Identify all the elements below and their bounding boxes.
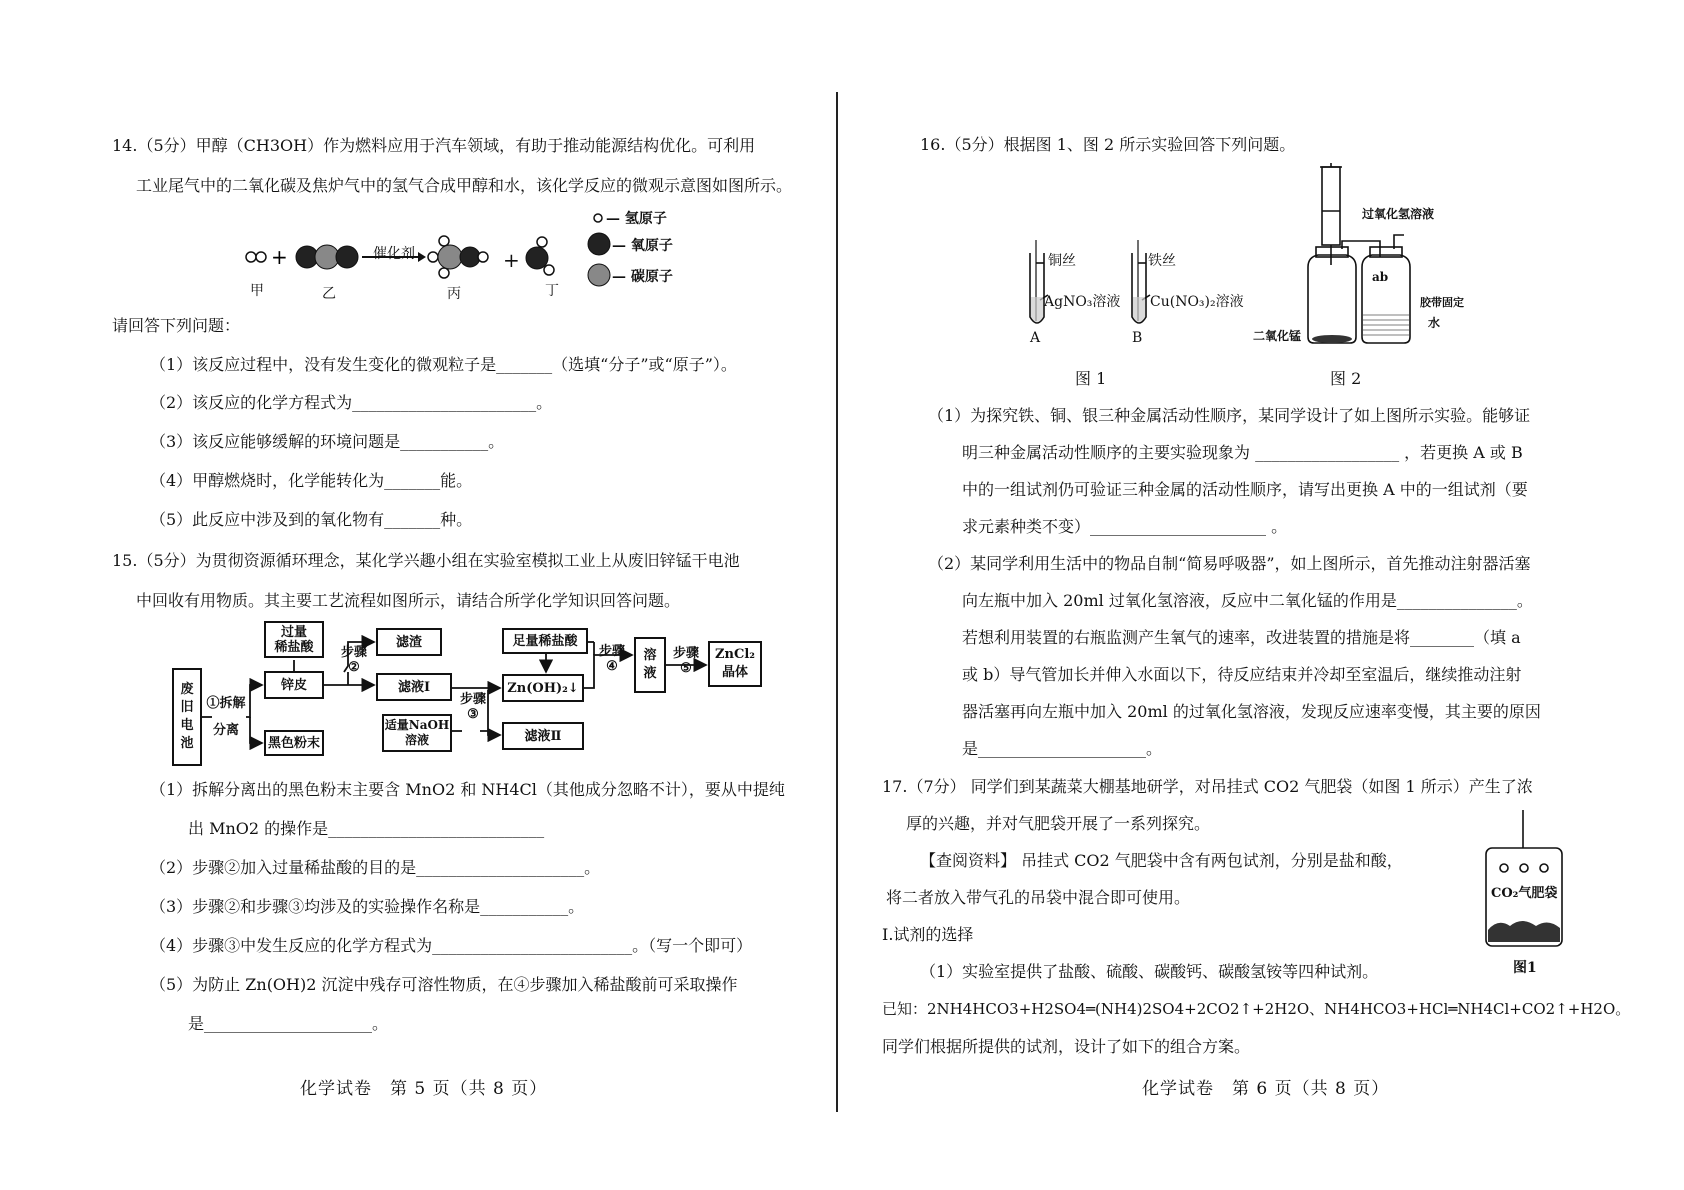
- q17-info1: 【查阅资料】 吊挂式 CO2 气肥袋中含有两包试剂，分别是盐和酸，: [920, 851, 1403, 870]
- label-ding: 丁: [545, 283, 559, 299]
- flow-residue: 滤渣: [376, 628, 442, 656]
- flow-naoh: 适量NaOH 溶液: [382, 714, 452, 752]
- legend-carbon: — 碳原子: [612, 269, 673, 285]
- q14-prompt: 请回答下列问题：: [112, 316, 241, 335]
- q16-item2a: （2）某同学利用生活中的物品自制“简易呼吸器”，如上图所示，首先推动注射器活塞: [928, 554, 1531, 573]
- q16-item1d: 求元素种类不变）______________________ 。: [962, 517, 1288, 536]
- fig2-tape: 胶带固定: [1420, 296, 1464, 309]
- co2-bag-label: CO₂气肥袋: [1491, 886, 1558, 901]
- svg-text:+: +: [271, 245, 288, 269]
- q15-item4: （4）步骤③中发生反应的化学方程式为_________________________。（写一个即可）: [150, 936, 753, 955]
- flow-black-powder: 黑色粉末: [264, 730, 324, 756]
- q16-item1a: （1）为探究铁、铜、银三种金属活动性顺序，某同学设计了如上图所示实验。能够证: [928, 406, 1531, 425]
- q16-item2d: 或 b）导气管加长并伸入水面以下，待反应结束并冷却至室温后，继续推动注射: [962, 665, 1522, 684]
- footer-left: 化学试卷 第 5 页（共 8 页）: [300, 1079, 548, 1099]
- flow-step2: 步骤 ②: [340, 645, 367, 675]
- fig1-caption: 图 1: [1075, 369, 1107, 388]
- flow-step3: 步骤 ③: [459, 692, 486, 722]
- flow-battery: 废 旧 电 池: [172, 668, 202, 766]
- flow-step1: ①拆解 分离: [206, 696, 246, 738]
- q17-plan: 同学们根据所提供的试剂，设计了如下的组合方案。: [882, 1037, 1251, 1056]
- co2-bag-figure: [1478, 810, 1568, 950]
- q16-item1c: 中的一组试剂仍可验证三种金属的活动性顺序，请写出更换 A 中的一组试剂（要: [962, 480, 1528, 499]
- q14-line2: 工业尾气中的二氧化碳及焦炉气中的氢气合成甲醇和水，该化学反应的微观示意图如图所示。: [136, 176, 793, 195]
- q16-item2e: 器活塞再向左瓶中加入 20ml 的过氧化氢溶液，发现反应速率变慢，其主要的原因: [962, 702, 1541, 721]
- q15-item3: （3）步骤②和步骤③均涉及的实验操作名称是___________。: [150, 897, 585, 916]
- fig2-water: 水: [1428, 316, 1441, 330]
- flow-zncl2-crystal: ZnCl₂ 晶体: [708, 641, 762, 687]
- q15-line1: 15.（5分）为贯彻资源循环理念，某化学兴趣小组在实验室模拟工业上从废旧锌锰干电池: [112, 551, 740, 570]
- flow-filtrate2: 滤液Ⅱ: [502, 722, 584, 750]
- q15-item1b: 出 MnO2 的操作是___________________________: [188, 819, 545, 838]
- q17-line2: 厚的兴趣，并对气肥袋开展了一系列探究。: [906, 814, 1211, 833]
- q16-item2f: 是_____________________。: [962, 739, 1163, 758]
- q14-line1: 14.（5分）甲醇（CH3OH）作为燃料应用于汽车领域，有助于推动能源结构优化。可利用: [112, 136, 756, 155]
- q15-item2: （2）步骤②加入过量稀盐酸的目的是_____________________。: [150, 858, 601, 877]
- fig1-cuno3: Cu(NO₃)₂溶液: [1150, 294, 1244, 310]
- q17-info2: 将二者放入带气孔的吊袋中混合即可使用。: [886, 888, 1191, 907]
- q16-item2c: 若想利用装置的右瓶监测产生氧气的速率，改进装置的措施是将________（填 a: [962, 628, 1521, 647]
- label-yi: 乙: [322, 286, 336, 302]
- q16-item2b: 向左瓶中加入 20ml 过氧化氢溶液，反应中二氧化锰的作用是_______________。: [962, 591, 1533, 610]
- figure2-apparatus: [1300, 165, 1420, 350]
- legend-hydrogen: — 氢原子: [606, 211, 667, 227]
- q14-item1: （1）该反应过程中，没有发生变化的微观粒子是_______（选填“分子”或“原子”）。: [150, 355, 737, 374]
- label-jia: 甲: [250, 283, 264, 299]
- fig2-ab: ab: [1372, 270, 1389, 284]
- q15-item5b: 是_____________________。: [188, 1014, 389, 1033]
- q15-item1a: （1）拆解分离出的黑色粉末主要含 MnO2 和 NH4Cl（其他成分忽略不计），要从中提纯: [150, 780, 785, 799]
- q14-item4: （4）甲醇燃烧时，化学能转化为_______能。: [150, 471, 473, 490]
- legend-oxygen: — 氧原子: [612, 238, 673, 254]
- co2-bag-caption: 图1: [1513, 960, 1537, 976]
- q15-line2: 中回收有用物质。其主要工艺流程如图所示，请结合所学化学知识回答问题。: [136, 591, 681, 610]
- q15-item5a: （5）为防止 Zn(OH)2 沉淀中残存可溶性物质，在④步骤加入稀盐酸前可采取操作: [150, 975, 738, 994]
- fig1-agno3: AgNO₃溶液: [1044, 294, 1121, 310]
- fig1-iron-wire: 铁丝: [1148, 253, 1176, 269]
- footer-right: 化学试卷 第 6 页（共 8 页）: [1142, 1079, 1390, 1099]
- fig2-caption: 图 2: [1330, 369, 1362, 388]
- fig2-mno2: 二氧化锰: [1253, 329, 1302, 343]
- catalyst-label: 催化剂: [373, 246, 415, 262]
- flow-step4: 步骤 ④: [598, 644, 625, 674]
- figure1-test-tubes: [1020, 235, 1150, 335]
- flow-zinc: 锌皮: [264, 671, 324, 699]
- flow-step5: 步骤 ⑤: [672, 646, 699, 676]
- q14-item2: （2）该反应的化学方程式为_______________________。: [150, 393, 553, 412]
- fig2-h2o2: 过氧化氢溶液: [1362, 207, 1435, 221]
- label-bing: 丙: [447, 286, 461, 302]
- flow-solution: 溶 液: [634, 637, 666, 693]
- fig1-tube-b: B: [1132, 330, 1143, 346]
- q16-title: 16.（5分）根据图 1、图 2 所示实验回答下列问题。: [920, 135, 1296, 154]
- fig1-copper-wire: 铜丝: [1048, 253, 1076, 269]
- q17-line1: 17.（7分） 同学们到某蔬菜大棚基地研学，对吊挂式 CO2 气肥袋（如图 1 所示）产生了浓: [882, 777, 1533, 796]
- fig1-tube-a: A: [1030, 330, 1041, 346]
- flow-hcl-excess: 过量 稀盐酸: [264, 621, 324, 658]
- q17-known: 已知：2NH4HCO3+H2SO4═(NH4)2SO4+2CO2↑+2H2O、NH4HCO3+HCl═NH4Cl+CO2↑+H2O。: [882, 1000, 1631, 1018]
- q14-item3: （3）该反应能够缓解的环境问题是___________。: [150, 432, 505, 451]
- flow-znoh2: Zn(OH)₂↓: [502, 674, 584, 702]
- flow-hcl-enough: 足量稀盐酸: [502, 628, 588, 654]
- plus-sign: +: [503, 248, 520, 272]
- q17-item1: （1）实验室提供了盐酸、硫酸、碳酸钙、碳酸氢铵等四种试剂。: [920, 962, 1379, 981]
- q17-section: Ⅰ.试剂的选择: [882, 925, 974, 944]
- flow-filtrate1: 滤液Ⅰ: [376, 673, 452, 701]
- q16-item1b: 明三种金属活动性顺序的主要实验现象为 __________________ ，若更换 A 或 B: [962, 443, 1523, 462]
- q14-item5: （5）此反应中涉及到的氧化物有_______种。: [150, 510, 473, 529]
